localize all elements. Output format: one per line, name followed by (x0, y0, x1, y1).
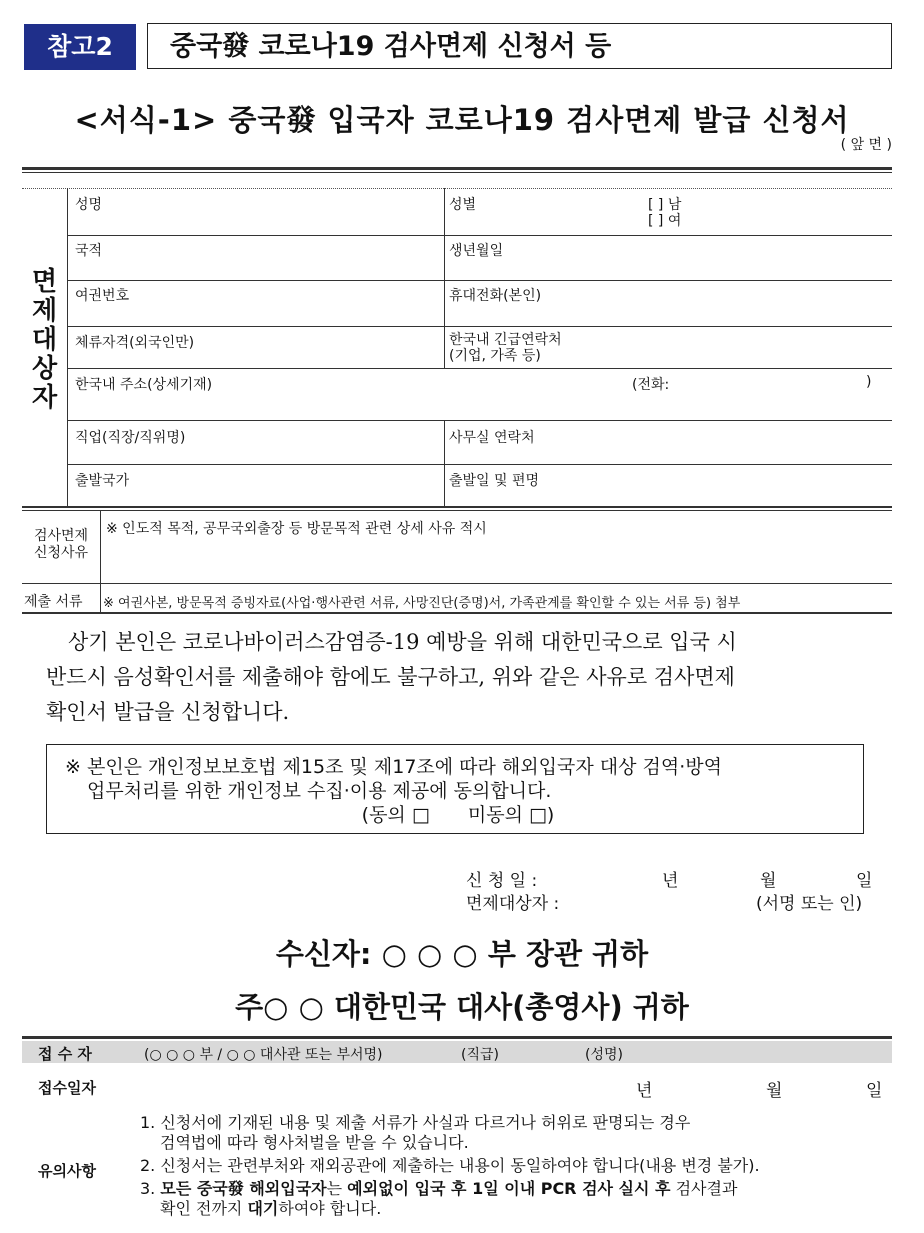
consent-agree-checkbox[interactable]: (동의 □ (361, 804, 430, 826)
form-bottom-rule (22, 612, 892, 614)
reason-label: 검사면제 신청사유 (33, 528, 89, 561)
receipt-year: 년 (636, 1081, 653, 1101)
note-3: 3. 모든 중국發 해외입국자는 예외없이 입국 후 1일 이내 PCR 검사 실시 후 검사결과 (140, 1179, 738, 1198)
phone-close: ) (866, 374, 872, 390)
column-divider-lower (444, 420, 445, 506)
consent-line-1: ※ 본인은 개인정보보호법 제15조 및 제17조에 따라 해외입국자 대상 검역·방역 (65, 756, 722, 778)
mobile-label: 휴대전화(본인) (449, 288, 542, 304)
occupation-label: 직업(직장/직위명) (75, 430, 186, 446)
date-month: 월 (760, 871, 777, 891)
visa-status-label: 체류자격(외국인만) (75, 335, 195, 351)
page-side-label: ( 앞 면 ) (840, 137, 892, 153)
receiver-label: 접 수 자 (38, 1045, 92, 1063)
row-line (67, 326, 892, 327)
privacy-consent-box (46, 744, 864, 834)
receipt-month: 월 (766, 1081, 783, 1101)
docs-label: 제출 서류 (24, 594, 83, 610)
section-bottom-rule-thin (22, 510, 892, 511)
note-3-cont: 확인 전까지 대기하여야 합니다. (160, 1199, 382, 1218)
date-year: 년 (662, 871, 679, 891)
row-line (67, 464, 892, 465)
address-label: 한국내 주소(상세기재) (75, 377, 213, 393)
note-1: 1. 신청서에 기재된 내용 및 제출 서류가 사실과 다르거나 허위로 판명되는 경우 (140, 1113, 691, 1132)
notes-label: 유의사항 (38, 1162, 96, 1180)
column-divider (444, 188, 445, 368)
receiver-name: (성명) (585, 1047, 623, 1063)
row-line (67, 368, 892, 369)
notes-list (140, 1113, 892, 1219)
gender-female-option[interactable]: [ ] 여 (648, 213, 682, 229)
application-date-label: 신 청 일 : (466, 871, 538, 891)
receipt-day: 일 (866, 1081, 883, 1101)
gender-male-option[interactable]: [ ] 남 (648, 197, 682, 213)
name-label: 성명 (75, 197, 103, 213)
form-title: <서식-1> 중국發 입국자 코로나19 검사면제 발급 신청서 (74, 103, 850, 137)
statement-line-2: 반드시 음성확인서를 제출해야 함에도 불구하고, 위와 같은 사유로 검사면제 (46, 665, 735, 689)
passport-label: 여권번호 (75, 288, 130, 304)
birthdate-label: 생년월일 (449, 243, 504, 259)
consent-line-2: 업무처리를 위한 개인정보 수집·이용 제공에 동의합니다. (87, 780, 552, 802)
note-1-cont: 검역법에 따라 형사처벌을 받을 수 있습니다. (160, 1133, 469, 1152)
signature-note: (서명 또는 인) (756, 894, 863, 914)
section-bottom-rule (22, 506, 892, 508)
note-2: 2. 신청서는 관련부처와 재외공관에 제출하는 내용이 동일하여야 합니다(내용 변경 불가). (140, 1156, 760, 1175)
receipt-date-label: 접수일자 (38, 1079, 96, 1097)
statement-line-3: 확인서 발급을 신청합니다. (46, 700, 290, 724)
reference-tag: 참고2 (24, 24, 136, 70)
phone-open: (전화: (632, 377, 670, 393)
departure-flight-label: 출발일 및 편명 (449, 473, 540, 489)
gender-options[interactable] (648, 197, 681, 229)
recipient-embassy: 주○ ○ 대한민국 대사(총영사) 귀하 (235, 990, 689, 1024)
dotted-rule (22, 188, 892, 189)
departure-country-label: 출발국가 (75, 473, 130, 489)
top-rule-thin (22, 172, 892, 173)
receiver-fill: (○ ○ ○ 부 / ○ ○ 대사관 또는 부서명) (144, 1047, 383, 1063)
emergency-contact-label: 한국내 긴급연락처 (기업, 가족 등) (449, 332, 562, 364)
reason-note: ※ 인도적 목적, 공무국외출장 등 방문목적 관련 상세 사유 적시 (106, 521, 487, 537)
docs-note: ※ 여권사본, 방문목적 증빙자료(사업·행사관련 서류, 사망진단(증명)서, 가족관계를 확인할 수 있는 서류 등) 첨부 (103, 596, 741, 611)
row-line (67, 280, 892, 281)
statement-line-1: 상기 본인은 코로나바이러스감염증-19 예방을 위해 대한민국으로 입국 시 (68, 630, 737, 654)
consent-disagree-checkbox[interactable]: 미동의 □) (467, 804, 555, 826)
page-title: 중국發 코로나19 검사면제 신청서 등 (147, 23, 892, 69)
office-contact-label: 사무실 연락처 (449, 430, 535, 446)
top-rule (22, 167, 892, 170)
reason-divider (100, 510, 101, 612)
receiver-rank: (직급) (461, 1047, 499, 1063)
recipient-minister: 수신자: ○ ○ ○ 부 장관 귀하 (275, 937, 649, 971)
applicant-section-label: 면제대상자 (31, 267, 58, 413)
row-line (67, 420, 892, 421)
row-line (22, 583, 892, 584)
applicant-sign-label: 면제대상자 : (466, 894, 560, 914)
row-line (67, 235, 892, 236)
receipt-top-rule (22, 1036, 892, 1039)
date-day: 일 (856, 871, 873, 891)
gender-label: 성별 (449, 197, 477, 213)
nationality-label: 국적 (75, 243, 103, 259)
